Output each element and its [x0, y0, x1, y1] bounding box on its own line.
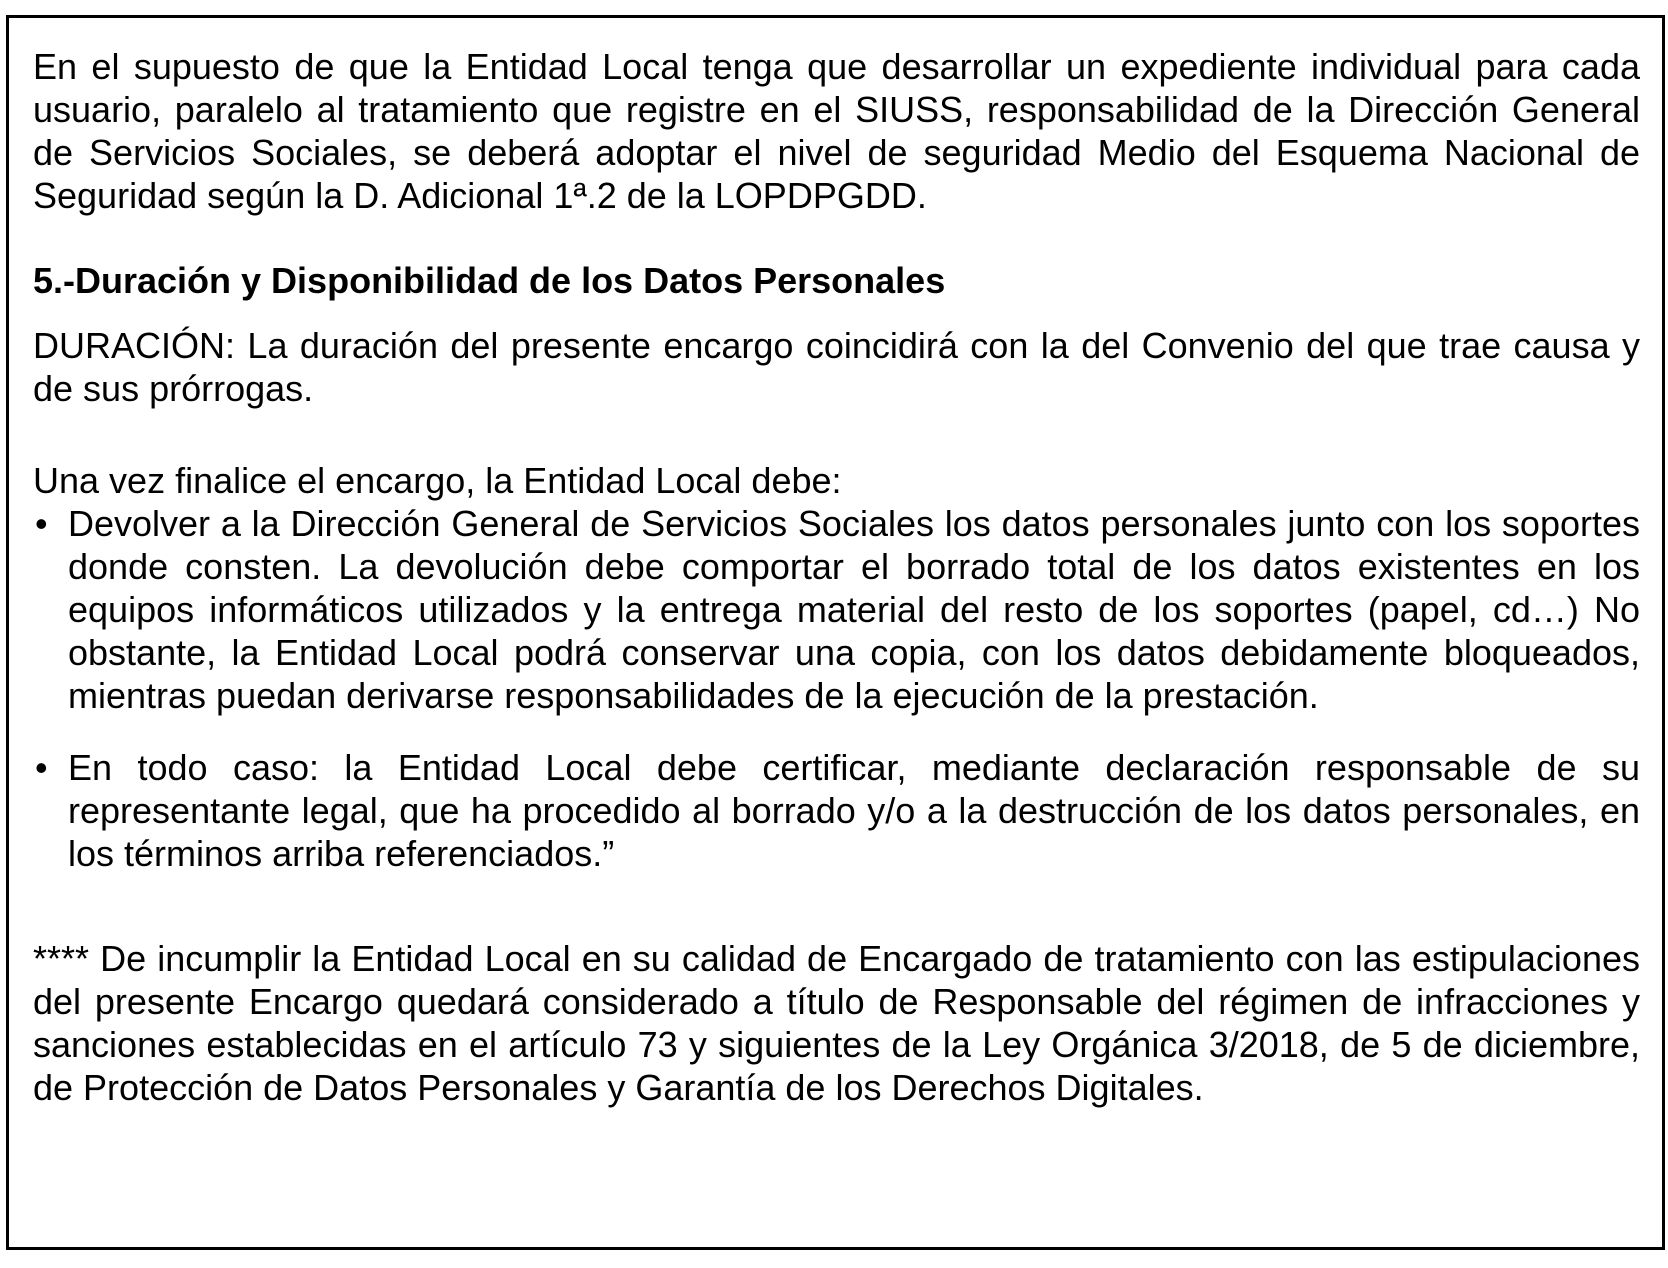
section-heading: 5.-Duración y Disponibilidad de los Datos Personales — [33, 260, 946, 301]
list-item — [33, 502, 1640, 717]
document-box — [6, 15, 1665, 1250]
intro-paragraph: En el supuesto de que la Entidad Local tenga que desarrollar un expediente individual para cada usuario, paralelo al tratamiento que registre en el SIUSS, responsabilidad de la Dirección General de Servicios Sociales, se deberá adoptar el nivel de seguridad Medio del Esquema Nacional de Seguridad según la D. Adicional 1ª.2 de la LOPDPGDD. — [33, 46, 1640, 216]
list-item-text: En todo caso: la Entidad Local debe certificar, mediante declaración responsable de su representante legal, que ha procedido al borrado y/o a la destrucción de los datos personales, en los términos arriba referenciados.” — [68, 747, 1640, 874]
obligations-list — [33, 502, 1640, 875]
list-item-text: Devolver a la Dirección General de Servicios Sociales los datos personales junto con los soportes donde consten. La devolución debe comportar el borrado total de los datos existentes en los equipos informáticos utilizados y la entrega material del resto de los soportes (papel, cd…) No obstante, la Entidad Local podrá conservar una copia, con los datos debidamente bloqueados, mientras puedan derivarse responsabilidades de la ejecución de la prestación. — [68, 503, 1640, 716]
list-item — [33, 746, 1640, 875]
una-vez-paragraph: Una vez finalice el encargo, la Entidad Local debe: — [33, 460, 842, 501]
final-note-paragraph: **** De incumplir la Entidad Local en su calidad de Encargado de tratamiento con las estipulaciones del presente Encargo quedará considerado a título de Responsable del régimen de infracciones y sanciones establecidas en el artículo 73 y siguientes de la Ley Orgánica 3/2018, de 5 de diciembre, de Protección de Datos Personales y Garantía de los Derechos Digitales. — [33, 938, 1640, 1108]
duracion-paragraph: DURACIÓN: La duración del presente encargo coincidirá con la del Convenio del que trae causa y de sus prórrogas. — [33, 325, 1640, 409]
bullet-icon: • — [35, 747, 48, 788]
bullet-icon: • — [35, 503, 48, 544]
